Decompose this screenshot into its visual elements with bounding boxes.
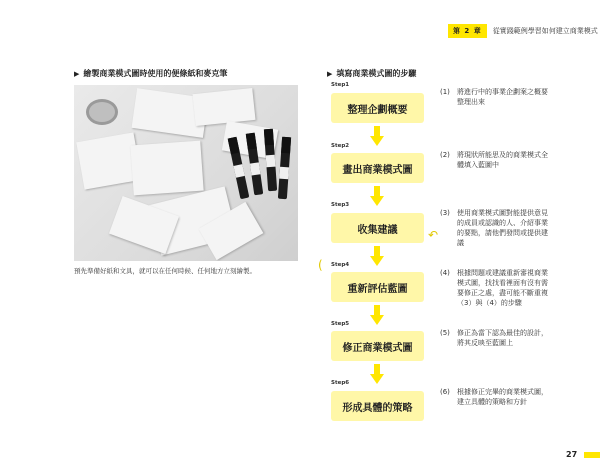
- step-label: Step2: [331, 143, 350, 149]
- down-arrow-icon: [370, 364, 384, 384]
- marker-pen: [278, 137, 291, 199]
- tape-dispenser: [86, 99, 118, 125]
- stationery-photo: [74, 85, 298, 261]
- step-box: 整理企劃概要: [331, 93, 424, 123]
- step-box: 重新評估藍圖: [331, 272, 424, 302]
- step-box: 修正商業模式圖: [331, 331, 424, 361]
- step-description: (4) 根據問題或建議重新審視商業模式圖，找找看裡面有沒有需要修正之處，盡可能不斷重複（3）與（4）的步驟: [440, 269, 548, 307]
- page-number: 27: [566, 450, 578, 459]
- loop-arc-icon: (: [318, 258, 323, 272]
- step-box: 形成具體的策略: [331, 391, 424, 421]
- step-description: (2) 將現狀所能思及的商業模式全體填入藍圖中: [440, 151, 548, 169]
- photo-section-title: [74, 68, 227, 79]
- sticky-note: [130, 141, 203, 196]
- step-label: Step1: [331, 82, 350, 88]
- step-label: Step3: [331, 202, 350, 208]
- step-label: Step4: [331, 262, 350, 268]
- chapter-header: [448, 24, 598, 38]
- step-box: 畫出商業模式圖: [331, 153, 424, 183]
- triangle-icon: ▶: [327, 70, 333, 78]
- down-arrow-icon: [370, 305, 384, 325]
- steps-section-title: [327, 68, 416, 79]
- down-arrow-icon: [370, 186, 384, 206]
- photo-caption: 預先準備好紙和文具，就可以在任何時候、任何地方立刻繪製。: [74, 267, 256, 275]
- steps-section-title-text: 填寫商業模式圖的步驟: [336, 69, 417, 78]
- chapter-title: 從實踐範例學習如何建立商業模式: [492, 27, 598, 35]
- step-label: Step5: [331, 321, 350, 327]
- photo-section-title-text: 繪製商業模式圖時使用的便條紙和麥克筆: [83, 69, 228, 78]
- page-accent-bar: [584, 452, 600, 458]
- step-description: (1) 將進行中的事業企劃案之概要整理出來: [440, 88, 548, 106]
- step-box: 收集建議: [331, 213, 424, 243]
- triangle-icon: ▶: [74, 70, 80, 78]
- step-label: Step6: [331, 380, 350, 386]
- step-description: (6) 根據修正完畢的商業模式圖，建立具體的策略和方針: [440, 388, 548, 406]
- chapter-tag: 第 2 章: [448, 24, 487, 38]
- sticky-note: [192, 88, 255, 126]
- loop-arrow-icon: ↶: [428, 228, 439, 242]
- step-description: (5) 修正為當下認為最佳的設計，將其反映至藍圖上: [440, 329, 548, 347]
- down-arrow-icon: [370, 246, 384, 266]
- down-arrow-icon: [370, 126, 384, 146]
- step-description: (3) 使用商業模式圖對能提供意見的成員或認識的人、介紹事業的要點，請他們發問或提供建議: [440, 209, 548, 247]
